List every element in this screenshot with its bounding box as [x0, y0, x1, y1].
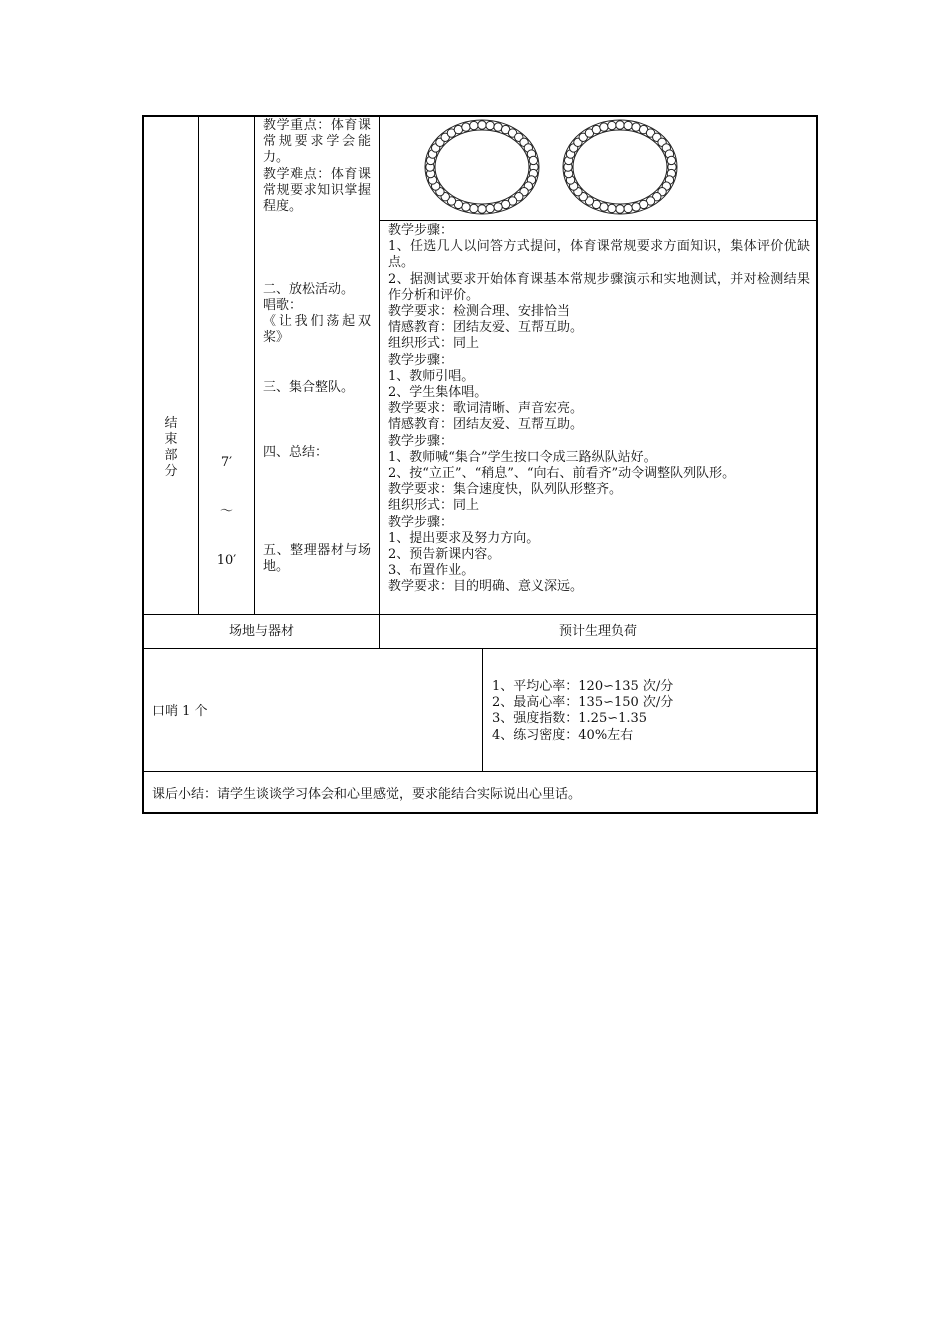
teaching-steps: [388, 223, 810, 596]
left-circle-formation: [425, 120, 539, 214]
student-dot: [608, 204, 616, 212]
step-line: 组织形式：同上: [388, 336, 480, 352]
col-divider-2: [254, 115, 255, 614]
student-dot: [486, 121, 494, 129]
step-line: 教学要求：歌词清晰、声音宏亮。: [388, 401, 584, 417]
step-line: 2、预告新课内容。: [388, 547, 501, 563]
load-item: 1、平均心率：120∽135 次/分: [492, 679, 674, 694]
row-divider-2: [143, 648, 818, 649]
step-line: 1、教师喊“集合”学生按口令成三路纵队站好。: [388, 449, 657, 465]
step-line: 教学要求：目的明确、意义深远。: [388, 579, 584, 595]
step-line: 3、布置作业。: [388, 563, 475, 579]
right-circle-formation: [563, 120, 677, 214]
table-right-border: [816, 115, 818, 814]
load-list: [492, 679, 812, 744]
student-dot: [600, 123, 608, 131]
song-title: 《让我们荡起双桨》: [263, 314, 371, 346]
step-line: 教学步骤：: [388, 352, 454, 368]
student-dot: [486, 204, 494, 212]
circle-formation-diagram: [420, 117, 690, 217]
load-item: 2、最高心率：135∽150 次/分: [492, 695, 674, 711]
relax-activity: 二、放松活动。: [263, 282, 355, 297]
ring-outline: [435, 130, 529, 204]
student-dot: [494, 203, 502, 211]
step-line: 2、学生集体唱。: [388, 385, 488, 401]
row-divider-1: [143, 614, 818, 615]
step-line: 1、提出要求及努力方向。: [388, 530, 540, 546]
time-min: 7′: [220, 455, 233, 471]
assemble: 三、集合整队。: [263, 380, 355, 395]
tidy-equipment: 五、整理器材与场地。: [263, 543, 371, 575]
student-dot: [470, 204, 478, 212]
step-line: 组织形式：同上: [388, 498, 480, 514]
ring-outline: [573, 130, 667, 204]
step-line: 教学要求：检测合理、安排恰当: [388, 304, 571, 320]
diagram-divider: [380, 220, 817, 221]
student-dot: [529, 156, 537, 164]
student-dot: [624, 204, 632, 212]
step-line: 教学要求：集合速度快，队列队形整齐。: [388, 482, 623, 498]
teaching-focus: 教学重点：体育课常规要求学会能力。: [263, 118, 371, 166]
summary: 四、总结：: [263, 445, 329, 460]
step-line: 2、据测试要求开始体育课基本常规步骤演示和实地测试，并对检测结果作分析和评价。: [388, 271, 810, 303]
step-line: 教学步骤：: [388, 223, 454, 238]
step-line: 情感教育：团结友爱、互帮互助。: [388, 417, 584, 433]
sing-label: 唱歌：: [263, 298, 303, 313]
student-dot: [470, 121, 478, 129]
venue-header: 场地与器材: [228, 624, 294, 639]
time-max: 10′: [216, 552, 237, 568]
student-dot: [616, 121, 624, 129]
table-left-border: [142, 115, 144, 814]
load-header: 预计生理负荷: [558, 624, 637, 639]
table-bottom-border: [143, 812, 818, 814]
after-class-summary: 课后小结：请学生谈谈学习体会和心里感觉，要求能结合实际说出心里话。: [152, 787, 582, 802]
step-line: 情感教育：团结友爱、互帮互助。: [388, 320, 584, 336]
load-item: 3、强度指数：1.25∽1.35: [492, 711, 648, 727]
student-dot: [667, 156, 675, 164]
step-line: 2、按“立正”、“稍息”、“向右、前看齐”动令调整队列队形。: [388, 466, 736, 482]
student-dot: [462, 123, 470, 131]
student-dot: [624, 121, 632, 129]
col-divider-4: [482, 648, 483, 771]
venue-equipment: 口哨 1 个: [152, 704, 208, 719]
time-sep: ～: [219, 504, 233, 520]
student-dot: [608, 121, 616, 129]
student-dot: [478, 205, 486, 213]
load-item: 4、练习密度：40%左右: [492, 727, 634, 743]
student-dot: [616, 205, 624, 213]
step-line: 教学步骤：: [388, 514, 454, 530]
section-label: 结束部分: [164, 416, 178, 479]
student-dot: [478, 121, 486, 129]
row-divider-3: [143, 771, 818, 772]
step-line: 1、教师引唱。: [388, 368, 475, 384]
teaching-difficulty: 教学难点：体育课常规要求知识掌握程度。: [263, 167, 371, 215]
col-divider-3: [379, 115, 380, 648]
time-range: [199, 423, 254, 585]
student-dot: [632, 203, 640, 211]
step-line: 教学步骤：: [388, 433, 454, 449]
step-line: 1、任选几人以问答方式提问，体育课常规要求方面知识，集体评价优缺点。: [388, 239, 810, 271]
